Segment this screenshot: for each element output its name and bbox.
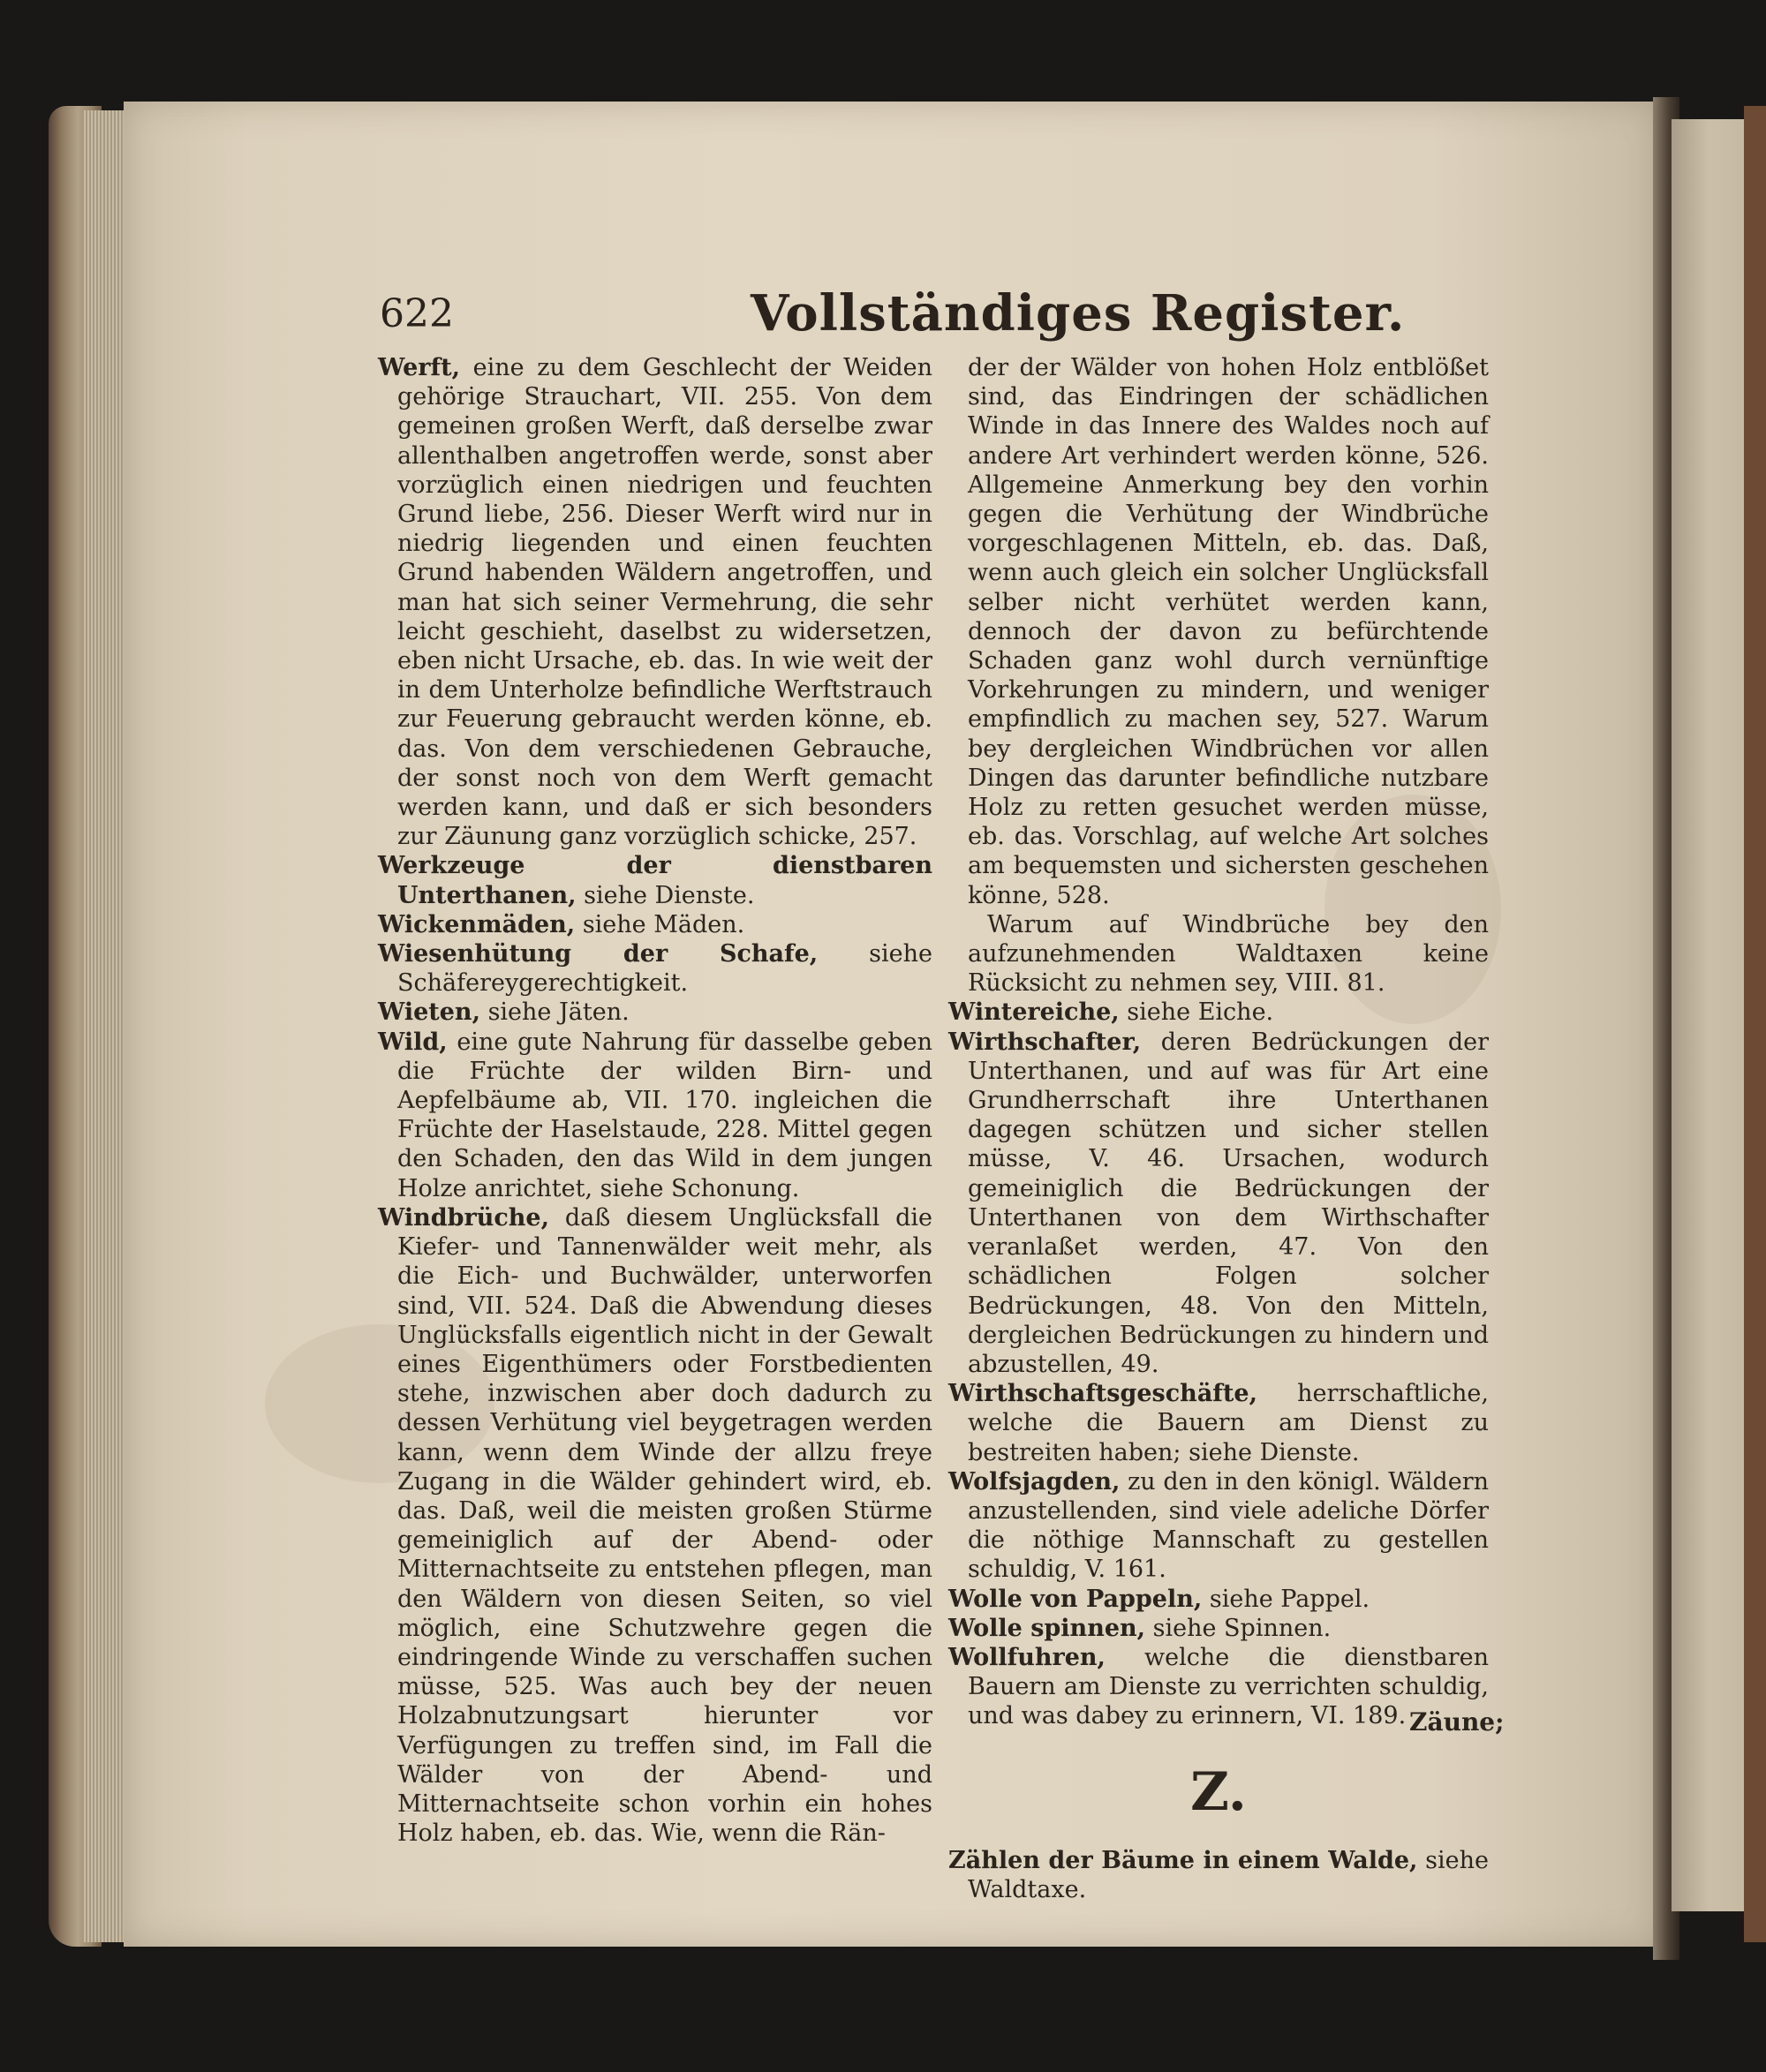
entry-headword: Wieten, [378, 998, 480, 1027]
entry-text: siehe Waldtaxe. [968, 1846, 1489, 1903]
entry-headword: Werft, [378, 354, 461, 381]
entry-headword: Wiesenhütung der Schafe, [378, 940, 819, 968]
index-entry [948, 1028, 1489, 1379]
left-column [378, 353, 932, 1848]
entry-headword: Wickenmäden, [378, 910, 576, 938]
entry-text: daß diesem Unglücksfall die Kiefer- und Tannenwälder weit mehr, als die Eich- und Buchwälder, unterworfen sind, VII. 524. Daß die Abwendung dieses Unglücksfalls eigentlich nicht in der Gewalt eines Eigenthümers oder Forstbedienten stehe, inzwischen aber doch dadurch zu dessen Verhütung viel beygetragen werden kann, wenn dem Winde der allzu freye Zugang in die Wälder gehindert wird, eb. das. Daß, weil die meisten großen Stürme gemeiniglich auf der Abend- oder Mitternachtseite zu entstehen pflegen, man den Wäldern von diesen Seiten, so viel möglich, eine Schutzwehre gegen die eindringende Winde zu verschaffen suchen müsse, 525. Was auch bey der neuen Holzabnutzungsart hierunter vor Verfügungen zu treffen sind, im Fall die Wälder von der Abend- und Mitternachtseite schon vorhin ein hohes Holz haben, eb. das. Wie, wenn die Rän- [397, 1203, 933, 1848]
entry-text: siehe Mäden. [582, 910, 745, 938]
entry-text: deren Bedrückungen der Unterthanen, und auf was für Art eine Grundherrschaft ihre Unterthanen dagegen schützen und sicher stellen müsse, V. 46. Ursachen, wodurch gemeiniglich die Bedrückungen der Unterthanen von dem Wirthschafter veranlaßet werden, 47. Von den schädlichen Folgen solcher Bedrückungen, 48. Von den Mitteln, dergleichen Bedrückungen zu hindern und abzustellen, 49. [968, 1028, 1489, 1378]
entry-text: siehe Schäfereygerechtigkeit. [397, 940, 932, 998]
index-entry [948, 1846, 1489, 1904]
index-entry [948, 1643, 1489, 1731]
entry-headword: Werkzeuge der dienstbaren Unterthanen, [378, 852, 932, 909]
catchword: Zäune; [1409, 1707, 1505, 1737]
entry-headword: Zählen der Bäume in einem Walde, [948, 1846, 1418, 1874]
index-entry [948, 998, 1489, 1027]
right-column [948, 353, 1489, 1904]
index-entry [378, 353, 932, 851]
entry-text: der der Wälder von hohen Holz entblößet sind, das Eindringen der schädlichen Winde in das Innere des Waldes noch auf andere Art verhindert werden könne, 526. Allgemeine Anmerkung bey den vorhin gegen die Verhütung der Windbrüche vorgeschlagenen Mitteln, eb. das. Daß, wenn auch gleich ein solcher Unglücksfall selber nicht verhütet werden kann, dennoch der davon zu befürchtende Schaden ganz wohl durch vernünftige Vorkehrungen zu mindern, und weniger empfindlich zu machen sey, 527. Warum bey dergleichen Windbrüchen vor allen Dingen das darunter befindliche nutzbare Holz zu retten gesuchet werden müsse, eb. das. Vorschlag, auf welche Art solches am bequemsten und sichersten geschehen könne, 528. [968, 354, 1489, 909]
entry-headword: Windbrüche, [378, 1203, 549, 1232]
index-entry [378, 939, 932, 998]
book-cover-right [1744, 106, 1766, 1942]
entry-text: eine gute Nahrung für dasselbe geben die Früchte der wilden Birn- und Aepfelbäume ab, VII. 170. ingleichen die Früchte der Haselstaude, 228. Mittel gegen den Schaden, den das Wild in dem jungen Holze anrichtet, siehe Schonung. [397, 1028, 932, 1202]
index-entry [948, 1585, 1489, 1614]
entry-headword: Wolle spinnen, [948, 1614, 1146, 1642]
entry-text: siehe Jäten. [487, 998, 630, 1027]
entry-headword: Wolfsjagden, [948, 1467, 1121, 1496]
index-entry [948, 1379, 1489, 1467]
index-entry [378, 851, 932, 909]
page-header [380, 281, 1669, 351]
entry-text: welche die dienstbaren Bauern am Dienste zu verrichten schuldig, und was dabey zu erinnern, VI. 189. [968, 1643, 1489, 1730]
index-entry [948, 1467, 1489, 1585]
entry-headword: Wirthschafter, [948, 1028, 1142, 1056]
entry-text: eine zu dem Geschlecht der Weiden gehörige Strauchart, VII. 255. Von dem gemeinen großen Werft, daß derselbe zwar allenthalben angetroffen werde, sonst aber vorzüglich einen niedrigen und feuchten Grund liebe, 256. Dieser Werft wird nur in niedrig liegenden und einen feuchten Grund habenden Wäldern angetroffen, und man hat sich seiner Vermehrung, die sehr leicht geschieht, daselbst zu widersetzen, eben nicht Ursache, eb. das. In wie weit der in dem Unterholze befindliche Werftstrauch zur Feuerung gebraucht werden könne, eb. das. Von dem verschiedenen Gebrauche, der sonst noch von dem Werft gemacht werden kann, und daß er sich besonders zur Zäunung ganz vorzüglich schicke, 257. [397, 354, 932, 851]
entry-text: siehe Spinnen. [1152, 1614, 1332, 1642]
entry-headword: Wild, [378, 1028, 448, 1056]
section-letter: Z. [1190, 1760, 1247, 1823]
entry-headword: Wolle von Pappeln, [948, 1585, 1203, 1613]
index-entry [378, 998, 932, 1027]
running-title: Vollständiges Register. [751, 284, 1406, 343]
index-entry [378, 910, 932, 939]
entry-text: siehe Eiche. [1127, 998, 1274, 1027]
entry-continuation [948, 353, 1489, 910]
entry-headword: Wirthschaftsgeschäfte, [948, 1380, 1257, 1408]
entry-text: siehe Dienste. [584, 881, 755, 909]
index-entry [378, 1028, 932, 1203]
entry-text: Warum auf Windbrüche bey den aufzunehmenden Waldtaxen keine Rücksicht zu nehmen sey, VIII. 81. [968, 910, 1489, 998]
entry-text: herrschaftliche, welche die Bauern am Dienst zu bestreiten haben; siehe Dienste. [968, 1380, 1489, 1466]
index-entry [378, 1203, 932, 1848]
page-number: 622 [380, 291, 454, 336]
sub-entry [948, 910, 1489, 998]
entry-text: siehe Pappel. [1209, 1585, 1370, 1613]
entry-headword: Wollfuhren, [948, 1643, 1106, 1671]
entry-headword: Wintereiche, [948, 998, 1120, 1027]
entry-text: zu den in den königl. Wäldern anzustellenden, sind viele adeliche Dörfer die nöthige Mannschaft zu gestellen schuldig, V. 161. [968, 1467, 1489, 1584]
index-entry [948, 1614, 1489, 1643]
